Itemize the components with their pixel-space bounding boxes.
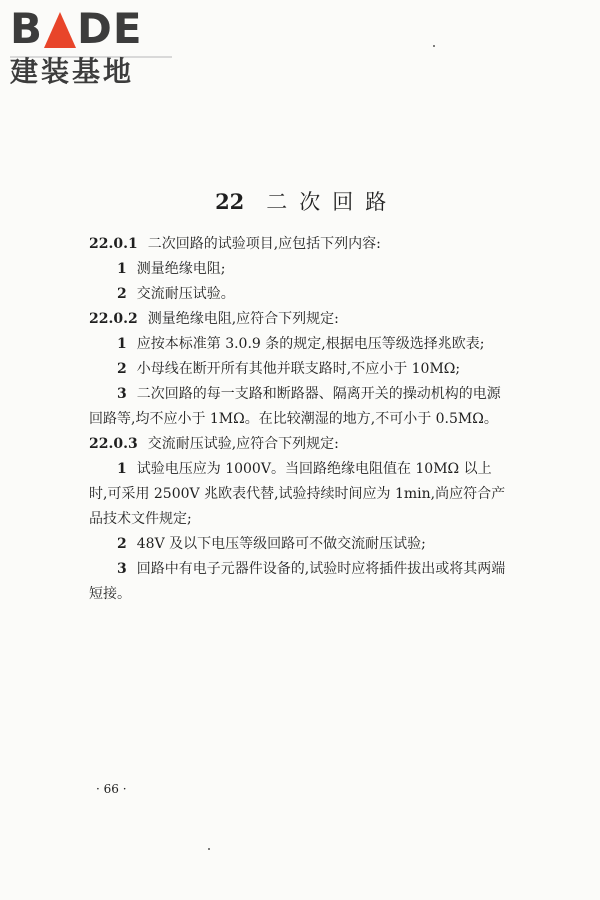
- list-item: [89, 557, 509, 607]
- list-item: [89, 357, 509, 382]
- item-text: 测量绝缘电阻;: [136, 261, 226, 277]
- chapter-heading: [0, 160, 600, 216]
- item-text: 48V 及以下电压等级回路可不做交流耐压试验;: [136, 536, 426, 552]
- logo-letter-b: B: [10, 4, 44, 53]
- item-text: 试验电压应为 1000V。当回路绝缘电阻值在 10MΩ 以上时,可采用 2500V 兆欧表代替,试验持续时间应为 1min,尚应符合产品技术文件规定;: [89, 461, 506, 527]
- item-number: 2: [117, 286, 127, 302]
- clause-paragraph: [89, 307, 509, 332]
- chapter-number: 22: [215, 189, 245, 214]
- item-text: 应按本标准第 3.0.9 条的规定,根据电压等级选择兆欧表;: [136, 336, 485, 352]
- logo-letters-de: DE: [77, 4, 143, 53]
- body-text: [89, 232, 509, 607]
- item-number: 3: [117, 386, 127, 402]
- list-item: [89, 457, 509, 532]
- item-number: 1: [117, 461, 127, 477]
- item-number: 1: [117, 336, 127, 352]
- logo-subtitle: 建装基地: [10, 55, 135, 88]
- item-text: 交流耐压试验。: [136, 286, 235, 302]
- item-number: 2: [117, 361, 127, 377]
- clause-number: 22.0.1: [89, 236, 138, 252]
- chapter-title: 二次回路: [266, 190, 399, 214]
- clause-paragraph: [89, 432, 509, 457]
- item-number: 1: [117, 261, 127, 277]
- list-item: [89, 532, 509, 557]
- item-text: 二次回路的每一支路和断路器、隔离开关的操动机构的电源回路等,均不应小于 1MΩ。在比较潮湿的地方,不可小于 0.5MΩ。: [89, 386, 501, 427]
- item-number: 2: [117, 536, 127, 552]
- speck: [208, 848, 210, 850]
- clause-text: 测量绝缘电阻,应符合下列规定:: [147, 311, 339, 327]
- page-number: · 66 ·: [96, 782, 127, 796]
- list-item: [89, 257, 509, 282]
- logo-triangle-icon: [43, 6, 77, 52]
- logo-wordmark: [10, 6, 143, 52]
- item-number: 3: [117, 561, 127, 577]
- item-text: 回路中有电子元器件设备的,试验时应将插件拔出或将其两端短接。: [89, 561, 506, 602]
- clause-text: 二次回路的试验项目,应包括下列内容:: [147, 236, 381, 252]
- speck: [433, 45, 435, 47]
- clause-number: 22.0.3: [89, 436, 138, 452]
- clause-paragraph: [89, 232, 509, 257]
- item-text: 小母线在断开所有其他并联支路时,不应小于 10MΩ;: [136, 361, 461, 377]
- list-item: [89, 382, 509, 432]
- list-item: [89, 332, 509, 357]
- clause-text: 交流耐压试验,应符合下列规定:: [147, 436, 339, 452]
- list-item: [89, 282, 509, 307]
- bade-logo: [10, 6, 180, 90]
- clause-number: 22.0.2: [89, 311, 138, 327]
